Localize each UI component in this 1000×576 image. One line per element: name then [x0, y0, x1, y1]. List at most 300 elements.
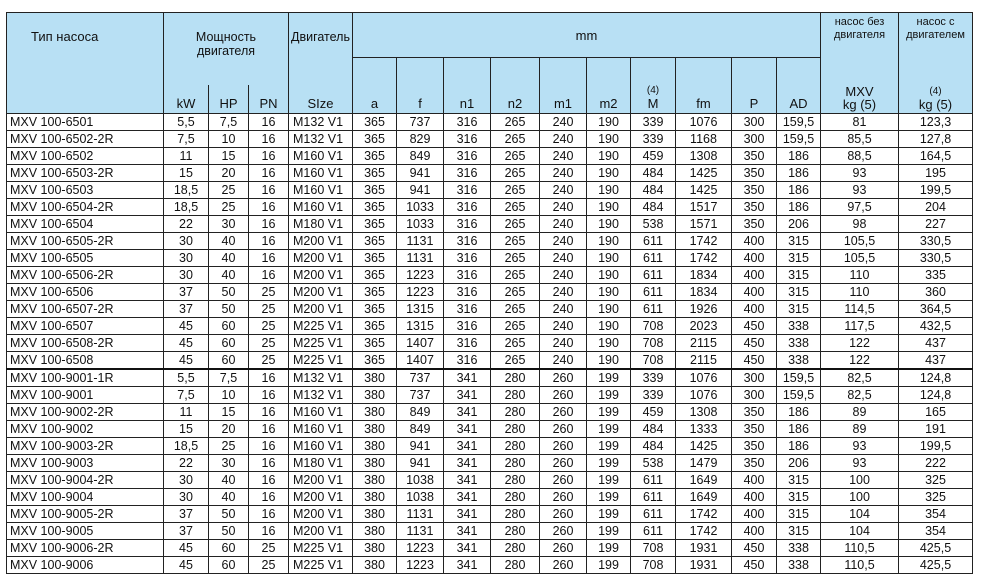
- cell-P: 350: [732, 165, 777, 182]
- cell-pump-type: MXV 100-9002-2R: [7, 404, 164, 421]
- cell-P: 350: [732, 438, 777, 455]
- cell-motor-size: M225 V1: [289, 318, 353, 335]
- cell-motor-size: M132 V1: [289, 387, 353, 404]
- cell-fm: 1742: [676, 233, 732, 250]
- cell-fm: 1076: [676, 369, 732, 387]
- cell-f: 941: [397, 182, 444, 199]
- header-mm: mm: [353, 13, 821, 58]
- cell-pump-type: MXV 100-6503-2R: [7, 165, 164, 182]
- cell-AD: 186: [777, 199, 821, 216]
- cell-motor-size: M160 V1: [289, 421, 353, 438]
- cell-m1: 240: [540, 165, 587, 182]
- cell-motor-size: M225 V1: [289, 335, 353, 352]
- cell-kg-with-motor: 330,5: [899, 250, 973, 267]
- cell-P: 400: [732, 506, 777, 523]
- cell-hp: 15: [209, 404, 249, 421]
- cell-M: 611: [631, 250, 676, 267]
- cell-m1: 260: [540, 369, 587, 387]
- cell-kg-with-motor: 195: [899, 165, 973, 182]
- cell-n1: 316: [444, 250, 491, 267]
- cell-mxv-kg: 104: [821, 523, 899, 540]
- cell-m2: 199: [587, 421, 631, 438]
- cell-a: 380: [353, 404, 397, 421]
- cell-AD: 315: [777, 233, 821, 250]
- cell-a: 365: [353, 250, 397, 267]
- cell-P: 400: [732, 233, 777, 250]
- cell-kg-with-motor: 364,5: [899, 301, 973, 318]
- cell-n2: 280: [491, 506, 540, 523]
- header-M-note: (4): [646, 85, 660, 96]
- cell-kw: 45: [164, 557, 209, 574]
- cell-mxv-kg: 98: [821, 216, 899, 233]
- cell-kw: 5,5: [164, 369, 209, 387]
- cell-P: 350: [732, 148, 777, 165]
- cell-kw: 30: [164, 250, 209, 267]
- cell-a: 365: [353, 148, 397, 165]
- cell-m2: 190: [587, 352, 631, 370]
- cell-pn: 16: [249, 369, 289, 387]
- table-row: [7, 472, 973, 489]
- cell-a: 380: [353, 369, 397, 387]
- cell-motor-size: M180 V1: [289, 455, 353, 472]
- cell-M: 484: [631, 165, 676, 182]
- cell-m2: 190: [587, 216, 631, 233]
- cell-pump-type: MXV 100-9003: [7, 455, 164, 472]
- cell-pump-type: MXV 100-9001: [7, 387, 164, 404]
- table-row: [7, 182, 973, 199]
- cell-n1: 341: [444, 387, 491, 404]
- cell-pump-type: MXV 100-9003-2R: [7, 438, 164, 455]
- cell-pump-type: MXV 100-9005: [7, 523, 164, 540]
- cell-motor-size: M160 V1: [289, 148, 353, 165]
- cell-pn: 25: [249, 284, 289, 301]
- cell-f: 941: [397, 438, 444, 455]
- table-row: [7, 455, 973, 472]
- cell-n1: 316: [444, 335, 491, 352]
- cell-m2: 190: [587, 165, 631, 182]
- cell-M: 611: [631, 489, 676, 506]
- cell-motor-size: M160 V1: [289, 165, 353, 182]
- cell-a: 380: [353, 540, 397, 557]
- cell-kw: 45: [164, 335, 209, 352]
- cell-m2: 199: [587, 557, 631, 574]
- cell-kw: 11: [164, 404, 209, 421]
- cell-mxv-kg: 100: [821, 489, 899, 506]
- cell-n1: 316: [444, 352, 491, 370]
- cell-fm: 1479: [676, 455, 732, 472]
- cell-mxv-kg: 93: [821, 182, 899, 199]
- cell-n1: 316: [444, 216, 491, 233]
- cell-kg-with-motor: 164,5: [899, 148, 973, 165]
- cell-motor-size: M160 V1: [289, 182, 353, 199]
- cell-fm: 2115: [676, 335, 732, 352]
- cell-fm: 1834: [676, 284, 732, 301]
- cell-m2: 190: [587, 301, 631, 318]
- cell-mxv-kg: 117,5: [821, 318, 899, 335]
- cell-m1: 240: [540, 216, 587, 233]
- header-pn: PN: [249, 85, 289, 114]
- cell-hp: 40: [209, 250, 249, 267]
- cell-n2: 265: [491, 199, 540, 216]
- header-size: SIze: [289, 85, 353, 114]
- cell-M: 611: [631, 523, 676, 540]
- table-row: [7, 523, 973, 540]
- cell-m1: 260: [540, 523, 587, 540]
- cell-motor-size: M132 V1: [289, 131, 353, 148]
- cell-hp: 50: [209, 523, 249, 540]
- cell-pump-type: MXV 100-9004: [7, 489, 164, 506]
- cell-M: 459: [631, 404, 676, 421]
- cell-mxv-kg: 82,5: [821, 369, 899, 387]
- cell-mxv-kg: 89: [821, 421, 899, 438]
- header-f: f: [397, 58, 444, 114]
- cell-f: 737: [397, 114, 444, 131]
- cell-kw: 7,5: [164, 387, 209, 404]
- cell-n2: 280: [491, 557, 540, 574]
- cell-fm: 1649: [676, 472, 732, 489]
- cell-hp: 40: [209, 472, 249, 489]
- cell-AD: 159,5: [777, 369, 821, 387]
- cell-n2: 265: [491, 233, 540, 250]
- cell-n2: 265: [491, 114, 540, 131]
- header-m1: m1: [540, 58, 587, 114]
- cell-m1: 240: [540, 182, 587, 199]
- header-P: P: [732, 58, 777, 114]
- cell-fm: 1168: [676, 131, 732, 148]
- cell-AD: 186: [777, 148, 821, 165]
- header-pump-type: Тип насоса: [7, 13, 164, 114]
- cell-n1: 316: [444, 148, 491, 165]
- cell-n2: 265: [491, 165, 540, 182]
- cell-mxv-kg: 93: [821, 165, 899, 182]
- cell-kg-with-motor: 425,5: [899, 557, 973, 574]
- cell-AD: 315: [777, 284, 821, 301]
- cell-m2: 190: [587, 335, 631, 352]
- header-a: a: [353, 58, 397, 114]
- table-row: [7, 540, 973, 557]
- cell-kw: 18,5: [164, 182, 209, 199]
- cell-f: 1131: [397, 233, 444, 250]
- cell-M: 708: [631, 335, 676, 352]
- table-row: [7, 557, 973, 574]
- cell-kw: 45: [164, 540, 209, 557]
- cell-f: 849: [397, 421, 444, 438]
- cell-hp: 60: [209, 318, 249, 335]
- cell-P: 400: [732, 267, 777, 284]
- cell-f: 737: [397, 369, 444, 387]
- cell-kw: 15: [164, 165, 209, 182]
- cell-m2: 190: [587, 114, 631, 131]
- cell-P: 400: [732, 472, 777, 489]
- cell-n2: 280: [491, 387, 540, 404]
- cell-kw: 18,5: [164, 438, 209, 455]
- cell-m2: 199: [587, 472, 631, 489]
- cell-f: 941: [397, 455, 444, 472]
- cell-mxv-kg: 82,5: [821, 387, 899, 404]
- cell-f: 1038: [397, 489, 444, 506]
- cell-a: 380: [353, 387, 397, 404]
- cell-pn: 25: [249, 540, 289, 557]
- cell-a: 365: [353, 352, 397, 370]
- cell-AD: 338: [777, 352, 821, 370]
- cell-hp: 50: [209, 301, 249, 318]
- cell-n2: 280: [491, 472, 540, 489]
- cell-pump-type: MXV 100-9006-2R: [7, 540, 164, 557]
- cell-fm: 1425: [676, 165, 732, 182]
- cell-n1: 341: [444, 404, 491, 421]
- cell-m1: 260: [540, 438, 587, 455]
- cell-f: 1038: [397, 472, 444, 489]
- cell-pn: 16: [249, 216, 289, 233]
- cell-AD: 315: [777, 506, 821, 523]
- cell-pump-type: MXV 100-6501: [7, 114, 164, 131]
- cell-AD: 159,5: [777, 131, 821, 148]
- cell-pn: 16: [249, 250, 289, 267]
- cell-a: 380: [353, 489, 397, 506]
- cell-hp: 20: [209, 421, 249, 438]
- table-row: [7, 421, 973, 438]
- cell-kg-with-motor: 437: [899, 352, 973, 370]
- cell-motor-size: M160 V1: [289, 199, 353, 216]
- cell-m1: 260: [540, 455, 587, 472]
- cell-n2: 265: [491, 131, 540, 148]
- cell-f: 1315: [397, 318, 444, 335]
- cell-a: 365: [353, 318, 397, 335]
- cell-n2: 280: [491, 523, 540, 540]
- cell-hp: 50: [209, 284, 249, 301]
- cell-fm: 1076: [676, 387, 732, 404]
- cell-f: 1131: [397, 506, 444, 523]
- cell-n1: 316: [444, 114, 491, 131]
- cell-AD: 315: [777, 301, 821, 318]
- cell-n1: 316: [444, 284, 491, 301]
- cell-P: 350: [732, 404, 777, 421]
- cell-kw: 37: [164, 506, 209, 523]
- cell-pn: 16: [249, 182, 289, 199]
- cell-n2: 280: [491, 369, 540, 387]
- cell-hp: 10: [209, 131, 249, 148]
- cell-fm: 1834: [676, 267, 732, 284]
- cell-hp: 60: [209, 335, 249, 352]
- cell-M: 538: [631, 216, 676, 233]
- header-m2: m2: [587, 58, 631, 114]
- cell-P: 350: [732, 216, 777, 233]
- cell-a: 365: [353, 199, 397, 216]
- table-row: [7, 404, 973, 421]
- cell-n1: 341: [444, 455, 491, 472]
- cell-pn: 16: [249, 148, 289, 165]
- cell-m1: 260: [540, 421, 587, 438]
- header-kw: kW: [164, 85, 209, 114]
- cell-n2: 265: [491, 148, 540, 165]
- cell-pn: 16: [249, 233, 289, 250]
- cell-n1: 341: [444, 369, 491, 387]
- cell-f: 829: [397, 131, 444, 148]
- cell-AD: 186: [777, 421, 821, 438]
- cell-AD: 315: [777, 489, 821, 506]
- cell-fm: 1076: [676, 114, 732, 131]
- cell-n1: 341: [444, 421, 491, 438]
- header-kg-with-motor: (4) kg (5): [899, 85, 973, 114]
- cell-kg-with-motor: 354: [899, 523, 973, 540]
- cell-M: 339: [631, 387, 676, 404]
- cell-a: 365: [353, 216, 397, 233]
- cell-n1: 316: [444, 233, 491, 250]
- cell-AD: 186: [777, 165, 821, 182]
- cell-kg-with-motor: 354: [899, 506, 973, 523]
- cell-pump-type: MXV 100-6507-2R: [7, 301, 164, 318]
- header-mxv-kg: MXV kg (5): [821, 85, 899, 114]
- cell-m1: 240: [540, 335, 587, 352]
- cell-M: 611: [631, 472, 676, 489]
- cell-a: 380: [353, 523, 397, 540]
- cell-kg-with-motor: 335: [899, 267, 973, 284]
- cell-n2: 265: [491, 284, 540, 301]
- cell-n2: 265: [491, 301, 540, 318]
- cell-pump-type: MXV 100-6503: [7, 182, 164, 199]
- cell-n1: 316: [444, 199, 491, 216]
- cell-pump-type: MXV 100-6502-2R: [7, 131, 164, 148]
- cell-pn: 16: [249, 131, 289, 148]
- cell-n1: 316: [444, 165, 491, 182]
- cell-AD: 206: [777, 455, 821, 472]
- cell-M: 611: [631, 506, 676, 523]
- cell-hp: 7,5: [209, 369, 249, 387]
- cell-pump-type: MXV 100-9001-1R: [7, 369, 164, 387]
- cell-pn: 16: [249, 523, 289, 540]
- cell-m1: 240: [540, 352, 587, 370]
- cell-AD: 315: [777, 472, 821, 489]
- cell-P: 400: [732, 250, 777, 267]
- header-n2: n2: [491, 58, 540, 114]
- cell-hp: 40: [209, 489, 249, 506]
- cell-pump-type: MXV 100-6505-2R: [7, 233, 164, 250]
- cell-kg-with-motor: 199,5: [899, 182, 973, 199]
- cell-kg-with-motor: 227: [899, 216, 973, 233]
- header-mxv-without-motor: насос без двигателя: [821, 13, 899, 86]
- cell-kw: 45: [164, 352, 209, 370]
- cell-pump-type: MXV 100-9004-2R: [7, 472, 164, 489]
- cell-pn: 16: [249, 489, 289, 506]
- cell-AD: 338: [777, 318, 821, 335]
- cell-M: 611: [631, 267, 676, 284]
- cell-m1: 260: [540, 506, 587, 523]
- cell-a: 365: [353, 165, 397, 182]
- cell-AD: 206: [777, 216, 821, 233]
- cell-fm: 1742: [676, 250, 732, 267]
- cell-M: 484: [631, 438, 676, 455]
- table-row: [7, 318, 973, 335]
- header-motor: Двигатель: [289, 13, 353, 86]
- cell-kw: 11: [164, 148, 209, 165]
- cell-M: 708: [631, 540, 676, 557]
- cell-n2: 280: [491, 489, 540, 506]
- cell-P: 450: [732, 352, 777, 370]
- cell-mxv-kg: 93: [821, 455, 899, 472]
- cell-a: 365: [353, 267, 397, 284]
- cell-hp: 50: [209, 506, 249, 523]
- cell-kg-with-motor: 425,5: [899, 540, 973, 557]
- cell-M: 611: [631, 284, 676, 301]
- cell-M: 611: [631, 301, 676, 318]
- cell-kw: 7,5: [164, 131, 209, 148]
- cell-AD: 338: [777, 557, 821, 574]
- cell-n1: 341: [444, 540, 491, 557]
- cell-M: 708: [631, 352, 676, 370]
- cell-pn: 16: [249, 506, 289, 523]
- cell-n2: 265: [491, 250, 540, 267]
- cell-f: 1223: [397, 540, 444, 557]
- cell-motor-size: M160 V1: [289, 404, 353, 421]
- cell-motor-size: M200 V1: [289, 506, 353, 523]
- cell-n2: 280: [491, 404, 540, 421]
- cell-m1: 240: [540, 250, 587, 267]
- cell-kw: 22: [164, 216, 209, 233]
- cell-kg-with-motor: 127,8: [899, 131, 973, 148]
- cell-m2: 199: [587, 523, 631, 540]
- cell-AD: 186: [777, 182, 821, 199]
- cell-pn: 25: [249, 301, 289, 318]
- cell-hp: 15: [209, 148, 249, 165]
- cell-P: 400: [732, 523, 777, 540]
- cell-a: 365: [353, 114, 397, 131]
- cell-m1: 260: [540, 489, 587, 506]
- cell-pn: 16: [249, 267, 289, 284]
- cell-kg-with-motor: 325: [899, 489, 973, 506]
- cell-f: 1223: [397, 557, 444, 574]
- cell-motor-size: M225 V1: [289, 352, 353, 370]
- cell-a: 380: [353, 506, 397, 523]
- cell-f: 1407: [397, 335, 444, 352]
- cell-P: 300: [732, 114, 777, 131]
- cell-M: 339: [631, 114, 676, 131]
- cell-hp: 20: [209, 165, 249, 182]
- cell-fm: 1926: [676, 301, 732, 318]
- cell-fm: 1308: [676, 148, 732, 165]
- cell-a: 380: [353, 557, 397, 574]
- cell-AD: 338: [777, 540, 821, 557]
- header-mxv-with-motor: насос с двигателем: [899, 13, 973, 86]
- cell-m1: 260: [540, 387, 587, 404]
- cell-fm: 1571: [676, 216, 732, 233]
- cell-fm: 2115: [676, 352, 732, 370]
- table-row: [7, 301, 973, 318]
- cell-a: 380: [353, 472, 397, 489]
- table-row: [7, 267, 973, 284]
- cell-a: 365: [353, 301, 397, 318]
- cell-n1: 316: [444, 182, 491, 199]
- table-row: [7, 506, 973, 523]
- cell-fm: 1931: [676, 540, 732, 557]
- cell-hp: 25: [209, 182, 249, 199]
- cell-motor-size: M200 V1: [289, 250, 353, 267]
- cell-n1: 316: [444, 267, 491, 284]
- cell-P: 400: [732, 301, 777, 318]
- cell-motor-size: M132 V1: [289, 369, 353, 387]
- cell-P: 400: [732, 284, 777, 301]
- cell-a: 380: [353, 438, 397, 455]
- cell-pump-type: MXV 100-9006: [7, 557, 164, 574]
- cell-pump-type: MXV 100-6508: [7, 352, 164, 370]
- table-row: [7, 216, 973, 233]
- cell-m2: 199: [587, 540, 631, 557]
- cell-motor-size: M200 V1: [289, 233, 353, 250]
- cell-n2: 280: [491, 455, 540, 472]
- cell-n2: 265: [491, 318, 540, 335]
- cell-mxv-kg: 110,5: [821, 557, 899, 574]
- cell-m2: 199: [587, 438, 631, 455]
- cell-m1: 240: [540, 318, 587, 335]
